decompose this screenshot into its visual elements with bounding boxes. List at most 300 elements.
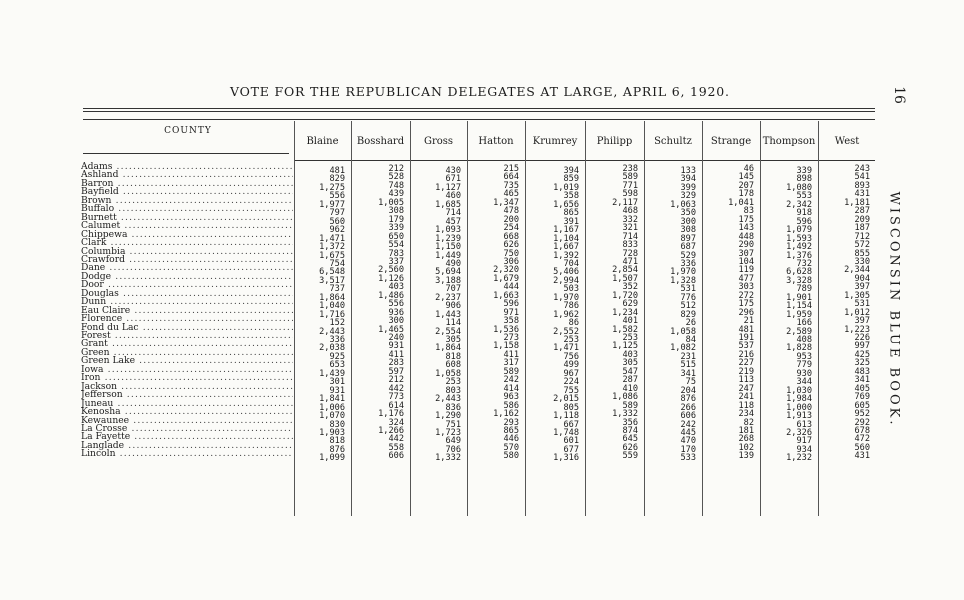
vote-cell: 829 — [329, 174, 345, 185]
vote-cell: 803 — [445, 385, 461, 396]
vote-cell: 1,125 — [612, 341, 638, 352]
vote-cell: 589 — [622, 400, 638, 411]
vote-cell: 779 — [796, 360, 812, 371]
vote-cell: 145 — [738, 172, 754, 183]
county-name: Clark ..... — [81, 238, 293, 248]
column-divider — [525, 121, 526, 516]
county-name: Jefferson ..... — [81, 390, 293, 400]
vote-cell: 953 — [796, 351, 812, 362]
vote-cell: 332 — [622, 214, 638, 225]
county-name: Green ..... — [81, 348, 293, 358]
vote-cell: 166 — [796, 318, 812, 329]
vote-cell: 287 — [622, 375, 638, 386]
vote-cell: 307 — [738, 248, 754, 259]
vote-cell: 776 — [680, 292, 696, 303]
vote-cell: 5,406 — [553, 267, 579, 278]
vote-cell: 457 — [445, 216, 461, 227]
county-name: Kewaunee ..... — [81, 416, 293, 426]
vote-cell: 898 — [796, 174, 812, 185]
vote-cell: 678 — [854, 425, 870, 436]
vote-cell: 503 — [563, 284, 579, 295]
vote-cell: 547 — [622, 366, 638, 377]
vote-cell: 430 — [445, 166, 461, 176]
vote-cell: 308 — [680, 225, 696, 236]
vote-cell: 963 — [503, 392, 519, 403]
vote-cell: 242 — [680, 419, 696, 430]
vote-cell: 1,005 — [378, 197, 404, 208]
vote-cell: 714 — [445, 208, 461, 219]
vote-cell: 1,275 — [319, 182, 345, 193]
vote-cell: 667 — [563, 419, 579, 430]
vote-cell: 227 — [738, 358, 754, 369]
vote-cell: 2,015 — [553, 394, 579, 405]
vote-cell: 1,266 — [378, 425, 404, 436]
vote-cell: 234 — [738, 409, 754, 420]
vote-cell: 1,864 — [435, 343, 461, 354]
vote-cell: 1,471 — [553, 343, 579, 354]
vote-cell: 789 — [796, 284, 812, 295]
county-name: Dodge ..... — [81, 272, 293, 282]
vote-cell: 273 — [503, 333, 519, 343]
vote-cell: 1,439 — [319, 368, 345, 379]
vote-cell: 411 — [503, 349, 519, 360]
vote-cell: 934 — [796, 444, 812, 455]
county-name: Douglas ..... — [81, 289, 293, 299]
county-name: Kenosha ..... — [81, 407, 293, 417]
vote-cell: 1,167 — [553, 225, 579, 236]
vote-cell: 26 — [685, 318, 696, 329]
column-divider — [467, 121, 468, 516]
vote-cell: 931 — [329, 385, 345, 396]
vote-cell: 329 — [680, 191, 696, 202]
vote-cell: 287 — [854, 206, 870, 217]
vote-cell: 1,716 — [319, 309, 345, 320]
vote-cell: 876 — [329, 444, 345, 455]
vote-cell: 1,970 — [553, 292, 579, 303]
vote-cell: 553 — [796, 191, 812, 202]
vote-cell: 707 — [445, 284, 461, 295]
column-divider — [410, 121, 411, 516]
vote-cell: 1,093 — [435, 225, 461, 236]
vote-cell: 397 — [854, 282, 870, 293]
column-header-3: Hatton — [478, 135, 514, 147]
vote-cell: 1,158 — [493, 341, 519, 352]
vote-cell: 317 — [503, 358, 519, 369]
vote-cell: 226 — [854, 333, 870, 343]
vote-cell: 483 — [854, 366, 870, 377]
vote-cell: 394 — [563, 166, 579, 176]
county-name: Crawford ..... — [81, 255, 293, 265]
vote-cell: 330 — [854, 256, 870, 267]
vote-cell: 1,012 — [844, 307, 870, 318]
vote-cell: 204 — [680, 385, 696, 396]
vote-cell: 1,041 — [728, 197, 754, 208]
vote-cell: 411 — [388, 349, 404, 360]
county-name: Brown ..... — [81, 196, 293, 206]
vote-cell: 1,126 — [378, 273, 404, 284]
column-header-2: Gross — [423, 135, 454, 147]
vote-cell: 1,492 — [786, 242, 812, 253]
vote-cell: 531 — [680, 284, 696, 295]
vote-cell: 439 — [388, 189, 404, 200]
vote-cell: 1,176 — [378, 409, 404, 420]
vote-cell: 830 — [329, 419, 345, 430]
vote-cell: 714 — [622, 231, 638, 242]
vote-cell: 308 — [388, 206, 404, 217]
vote-cell: 216 — [738, 349, 754, 360]
column-divider — [760, 121, 761, 516]
vote-cell: 86 — [568, 318, 579, 329]
vote-cell: 1,150 — [435, 242, 461, 253]
vote-cell: 1,685 — [435, 199, 461, 210]
vote-cell: 2,326 — [786, 427, 812, 438]
county-name: Dane ..... — [81, 263, 293, 273]
vote-cell: 967 — [563, 368, 579, 379]
vote-cell: 75 — [685, 377, 696, 388]
vote-cell: 771 — [622, 180, 638, 191]
vote-cell: 650 — [388, 231, 404, 242]
vote-cell: 629 — [622, 299, 638, 310]
county-name: Bayfield ..... — [81, 187, 293, 197]
vote-cell: 818 — [329, 436, 345, 447]
vote-cell: 589 — [622, 172, 638, 183]
vote-cell: 410 — [622, 383, 638, 394]
vote-cell: 356 — [622, 417, 638, 428]
vote-cell: 1,748 — [553, 427, 579, 438]
column-divider — [585, 121, 586, 516]
vote-cell: 448 — [738, 231, 754, 242]
vote-cell: 558 — [388, 442, 404, 453]
vote-cell: 1,471 — [319, 233, 345, 244]
vote-cell: 677 — [563, 444, 579, 455]
county-name: Iowa ..... — [81, 365, 293, 375]
county-name: Ashland ..... — [81, 170, 293, 180]
vote-cell: 272 — [738, 290, 754, 301]
vote-cell: 2,443 — [435, 394, 461, 405]
vote-cell: 1,667 — [553, 242, 579, 253]
vote-cell: 290 — [738, 240, 754, 251]
vote-cell: 931 — [388, 341, 404, 352]
vote-cell: 704 — [563, 258, 579, 269]
vote-cell: 560 — [329, 216, 345, 227]
vote-cell: 5,694 — [435, 267, 461, 278]
vote-cell: 242 — [503, 375, 519, 386]
vote-cell: 1,507 — [612, 273, 638, 284]
vote-cell: 1,582 — [612, 324, 638, 335]
vote-cell: 1,675 — [319, 250, 345, 261]
vote-cell: 613 — [796, 419, 812, 430]
county-name: Barron ..... — [81, 179, 293, 189]
vote-cell: 1,901 — [786, 292, 812, 303]
vote-cell: 528 — [388, 172, 404, 183]
vote-cell: 143 — [738, 223, 754, 234]
county-name: Dunn ..... — [81, 297, 293, 307]
vote-cell: 805 — [563, 402, 579, 413]
vote-cell: 1,086 — [612, 392, 638, 403]
column-header-6: Schultz — [654, 135, 692, 147]
page-title: VOTE FOR THE REPUBLICAN DELEGATES AT LARGE, APRIL 6, 1920. — [230, 84, 730, 99]
county-name: Iron ..... — [81, 373, 293, 383]
vote-cell: 397 — [854, 316, 870, 327]
vote-cell: 529 — [680, 250, 696, 261]
vote-cell: 773 — [388, 392, 404, 403]
vote-cell: 247 — [738, 383, 754, 394]
vote-cell: 1,063 — [670, 199, 696, 210]
vote-cell: 783 — [388, 248, 404, 259]
vote-cell: 394 — [680, 174, 696, 185]
vote-cell: 865 — [563, 208, 579, 219]
vote-cell: 181 — [738, 425, 754, 436]
vote-cell: 1,903 — [319, 427, 345, 438]
vote-cell: 1,656 — [553, 199, 579, 210]
vote-cell: 283 — [388, 358, 404, 369]
vote-cell: 2,854 — [612, 265, 638, 276]
vote-cell: 6,628 — [786, 267, 812, 278]
vote-cell: 1,332 — [612, 409, 638, 420]
vote-cell: 918 — [796, 208, 812, 219]
vote-cell: 403 — [622, 349, 638, 360]
vote-cell: 465 — [503, 189, 519, 200]
vote-cell: 119 — [738, 265, 754, 276]
vote-cell: 515 — [680, 360, 696, 371]
vote-cell: 751 — [445, 419, 461, 430]
vote-cell: 325 — [854, 358, 870, 369]
vote-cell: 2,320 — [493, 265, 519, 276]
vote-cell: 1,154 — [786, 301, 812, 312]
column-divider — [818, 121, 819, 516]
vote-cell: 1,181 — [844, 197, 870, 208]
vote-cell: 2,443 — [319, 326, 345, 337]
vote-cell: 253 — [445, 377, 461, 388]
vote-cell: 336 — [329, 335, 345, 345]
vote-cell: 352 — [622, 282, 638, 293]
county-name: Juneau ..... — [81, 399, 293, 409]
vote-cell: 468 — [622, 206, 638, 217]
vote-cell: 653 — [329, 360, 345, 371]
vote-cell: 446 — [503, 434, 519, 445]
vote-cell: 350 — [680, 208, 696, 219]
vote-cell: 477 — [738, 273, 754, 284]
vote-cell: 191 — [738, 333, 754, 343]
vote-cell: 541 — [854, 172, 870, 183]
vote-cell: 2,560 — [378, 265, 404, 276]
vote-cell: 300 — [388, 316, 404, 327]
vote-cell: 608 — [445, 360, 461, 371]
vote-cell: 1,118 — [553, 411, 579, 422]
vote-cell: 1,079 — [786, 225, 812, 236]
vote-cell: 748 — [388, 180, 404, 191]
vote-cell: 1,232 — [786, 453, 812, 464]
vote-cell: 531 — [854, 299, 870, 310]
vote-cell: 303 — [738, 282, 754, 293]
vote-cell: 560 — [854, 442, 870, 453]
vote-cell: 266 — [680, 402, 696, 413]
vote-cell: 1,328 — [670, 275, 696, 286]
vote-cell: 472 — [854, 434, 870, 445]
vote-cell: 231 — [680, 351, 696, 362]
vote-cell: 1,070 — [319, 411, 345, 422]
vote-cell: 859 — [563, 174, 579, 185]
vote-cell: 737 — [329, 284, 345, 295]
county-name: Columbia ..... — [81, 247, 293, 257]
vote-cell: 997 — [854, 341, 870, 352]
vote-cell: 293 — [503, 417, 519, 428]
vote-cell: 728 — [622, 248, 638, 259]
vote-cell: 732 — [796, 258, 812, 269]
vote-cell: 1,080 — [786, 182, 812, 193]
vote-cell: 114 — [445, 318, 461, 329]
county-name: La Fayette ..... — [81, 432, 293, 442]
vote-cell: 83 — [743, 206, 754, 217]
vote-cell: 46 — [743, 164, 754, 174]
vote-cell: 306 — [503, 256, 519, 267]
vote-cell: 1,082 — [670, 343, 696, 354]
vote-cell: 755 — [563, 385, 579, 396]
vote-cell: 133 — [680, 166, 696, 176]
vote-cell: 664 — [503, 172, 519, 183]
running-book-title: WISCONSIN BLUE BOOK. — [886, 191, 902, 428]
vote-cell: 1,663 — [493, 290, 519, 301]
column-header-4: Krumrey — [532, 135, 578, 147]
vote-cell: 470 — [680, 436, 696, 447]
vote-cell: 1,290 — [435, 411, 461, 422]
vote-cell: 645 — [622, 434, 638, 445]
vote-cell: 254 — [503, 223, 519, 234]
page-number: 16 — [890, 86, 907, 104]
vote-cell: 1,536 — [493, 324, 519, 335]
vote-cell: 836 — [445, 402, 461, 413]
vote-cell: 21 — [743, 316, 754, 327]
vote-cell: 268 — [738, 434, 754, 445]
vote-cell: 962 — [329, 225, 345, 236]
vote-cell: 2,344 — [844, 265, 870, 276]
vote-cell: 533 — [680, 453, 696, 464]
table-top-rule-double — [83, 111, 875, 112]
vote-cell: 559 — [622, 451, 638, 462]
vote-cell: 572 — [854, 240, 870, 251]
vote-cell: 240 — [388, 333, 404, 343]
vote-cell: 2,117 — [612, 197, 638, 208]
vote-cell: 2,994 — [553, 275, 579, 286]
vote-cell: 187 — [854, 223, 870, 234]
vote-cell: 936 — [388, 307, 404, 318]
vote-cell: 750 — [503, 248, 519, 259]
vote-cell: 596 — [796, 216, 812, 227]
vote-cell: 84 — [685, 335, 696, 345]
vote-cell: 601 — [563, 436, 579, 447]
vote-cell: 324 — [388, 417, 404, 428]
vote-cell: 706 — [445, 444, 461, 455]
vote-cell: 1,828 — [786, 343, 812, 354]
vote-cell: 442 — [388, 383, 404, 394]
vote-cell: 292 — [854, 417, 870, 428]
column-header-5: Philipp — [596, 135, 633, 147]
vote-cell: 339 — [388, 223, 404, 234]
vote-cell: 876 — [680, 394, 696, 405]
vote-cell: 671 — [445, 174, 461, 185]
vote-cell: 754 — [329, 258, 345, 269]
vote-cell: 606 — [680, 411, 696, 422]
county-name: Calumet ..... — [81, 221, 293, 231]
vote-cell: 1,977 — [319, 199, 345, 210]
vote-cell: 152 — [329, 318, 345, 329]
vote-cell: 1,234 — [612, 307, 638, 318]
vote-cell: 1,970 — [670, 267, 696, 278]
vote-cell: 215 — [503, 164, 519, 174]
vote-cell: 243 — [854, 164, 870, 174]
vote-cell: 481 — [738, 324, 754, 335]
county-name: Jackson ..... — [81, 382, 293, 392]
vote-cell: 893 — [854, 180, 870, 191]
vote-cell: 305 — [445, 335, 461, 345]
vote-cell: 1,723 — [435, 427, 461, 438]
column-header-7: Strange — [710, 135, 752, 147]
vote-cell: 589 — [503, 366, 519, 377]
vote-cell: 178 — [738, 189, 754, 200]
vote-cell: 341 — [680, 368, 696, 379]
vote-cell: 1,486 — [378, 290, 404, 301]
vote-cell: 1,679 — [493, 273, 519, 284]
vote-cell: 2,342 — [786, 199, 812, 210]
vote-cell: 606 — [388, 451, 404, 462]
vote-cell: 478 — [503, 206, 519, 217]
vote-cell: 2,589 — [786, 326, 812, 337]
vote-cell: 104 — [738, 256, 754, 267]
vote-cell: 358 — [503, 316, 519, 327]
vote-cell: 597 — [388, 366, 404, 377]
county-name: Green Lake ..... — [81, 356, 293, 366]
vote-cell: 344 — [796, 377, 812, 388]
vote-cell: 1,239 — [435, 233, 461, 244]
vote-cell: 253 — [622, 333, 638, 343]
table-top-rule — [83, 108, 875, 109]
vote-cell: 537 — [738, 341, 754, 352]
county-name: Chippewa ..... — [81, 230, 293, 240]
vote-cell: 391 — [563, 216, 579, 227]
vote-cell: 2,038 — [319, 343, 345, 354]
vote-cell: 2,237 — [435, 292, 461, 303]
vote-cell: 414 — [503, 383, 519, 394]
vote-cell: 1,099 — [319, 453, 345, 464]
vote-cell: 3,328 — [786, 275, 812, 286]
vote-cell: 118 — [738, 400, 754, 411]
vote-cell: 554 — [388, 240, 404, 251]
vote-cell: 614 — [388, 400, 404, 411]
vote-cell: 904 — [854, 273, 870, 284]
vote-cell: 556 — [329, 191, 345, 202]
vote-cell: 1,019 — [553, 182, 579, 193]
vote-cell: 687 — [680, 242, 696, 253]
vote-cell: 1,959 — [786, 309, 812, 320]
vote-cell: 855 — [854, 248, 870, 259]
vote-cell: 82 — [743, 417, 754, 428]
county-name: Grant ..... — [81, 339, 293, 349]
vote-cell: 829 — [680, 309, 696, 320]
vote-cell: 2,554 — [435, 326, 461, 337]
vote-cell: 952 — [854, 409, 870, 420]
county-name: Door ..... — [81, 280, 293, 290]
vote-cell: 102 — [738, 442, 754, 453]
vote-cell: 219 — [738, 366, 754, 377]
vote-cell: 405 — [854, 383, 870, 394]
vote-cell: 512 — [680, 301, 696, 312]
vote-cell: 971 — [503, 307, 519, 318]
vote-cell: 341 — [854, 375, 870, 386]
vote-cell: 238 — [622, 164, 638, 174]
vote-cell: 580 — [503, 451, 519, 462]
vote-cell: 425 — [854, 349, 870, 360]
vote-cell: 668 — [503, 231, 519, 242]
